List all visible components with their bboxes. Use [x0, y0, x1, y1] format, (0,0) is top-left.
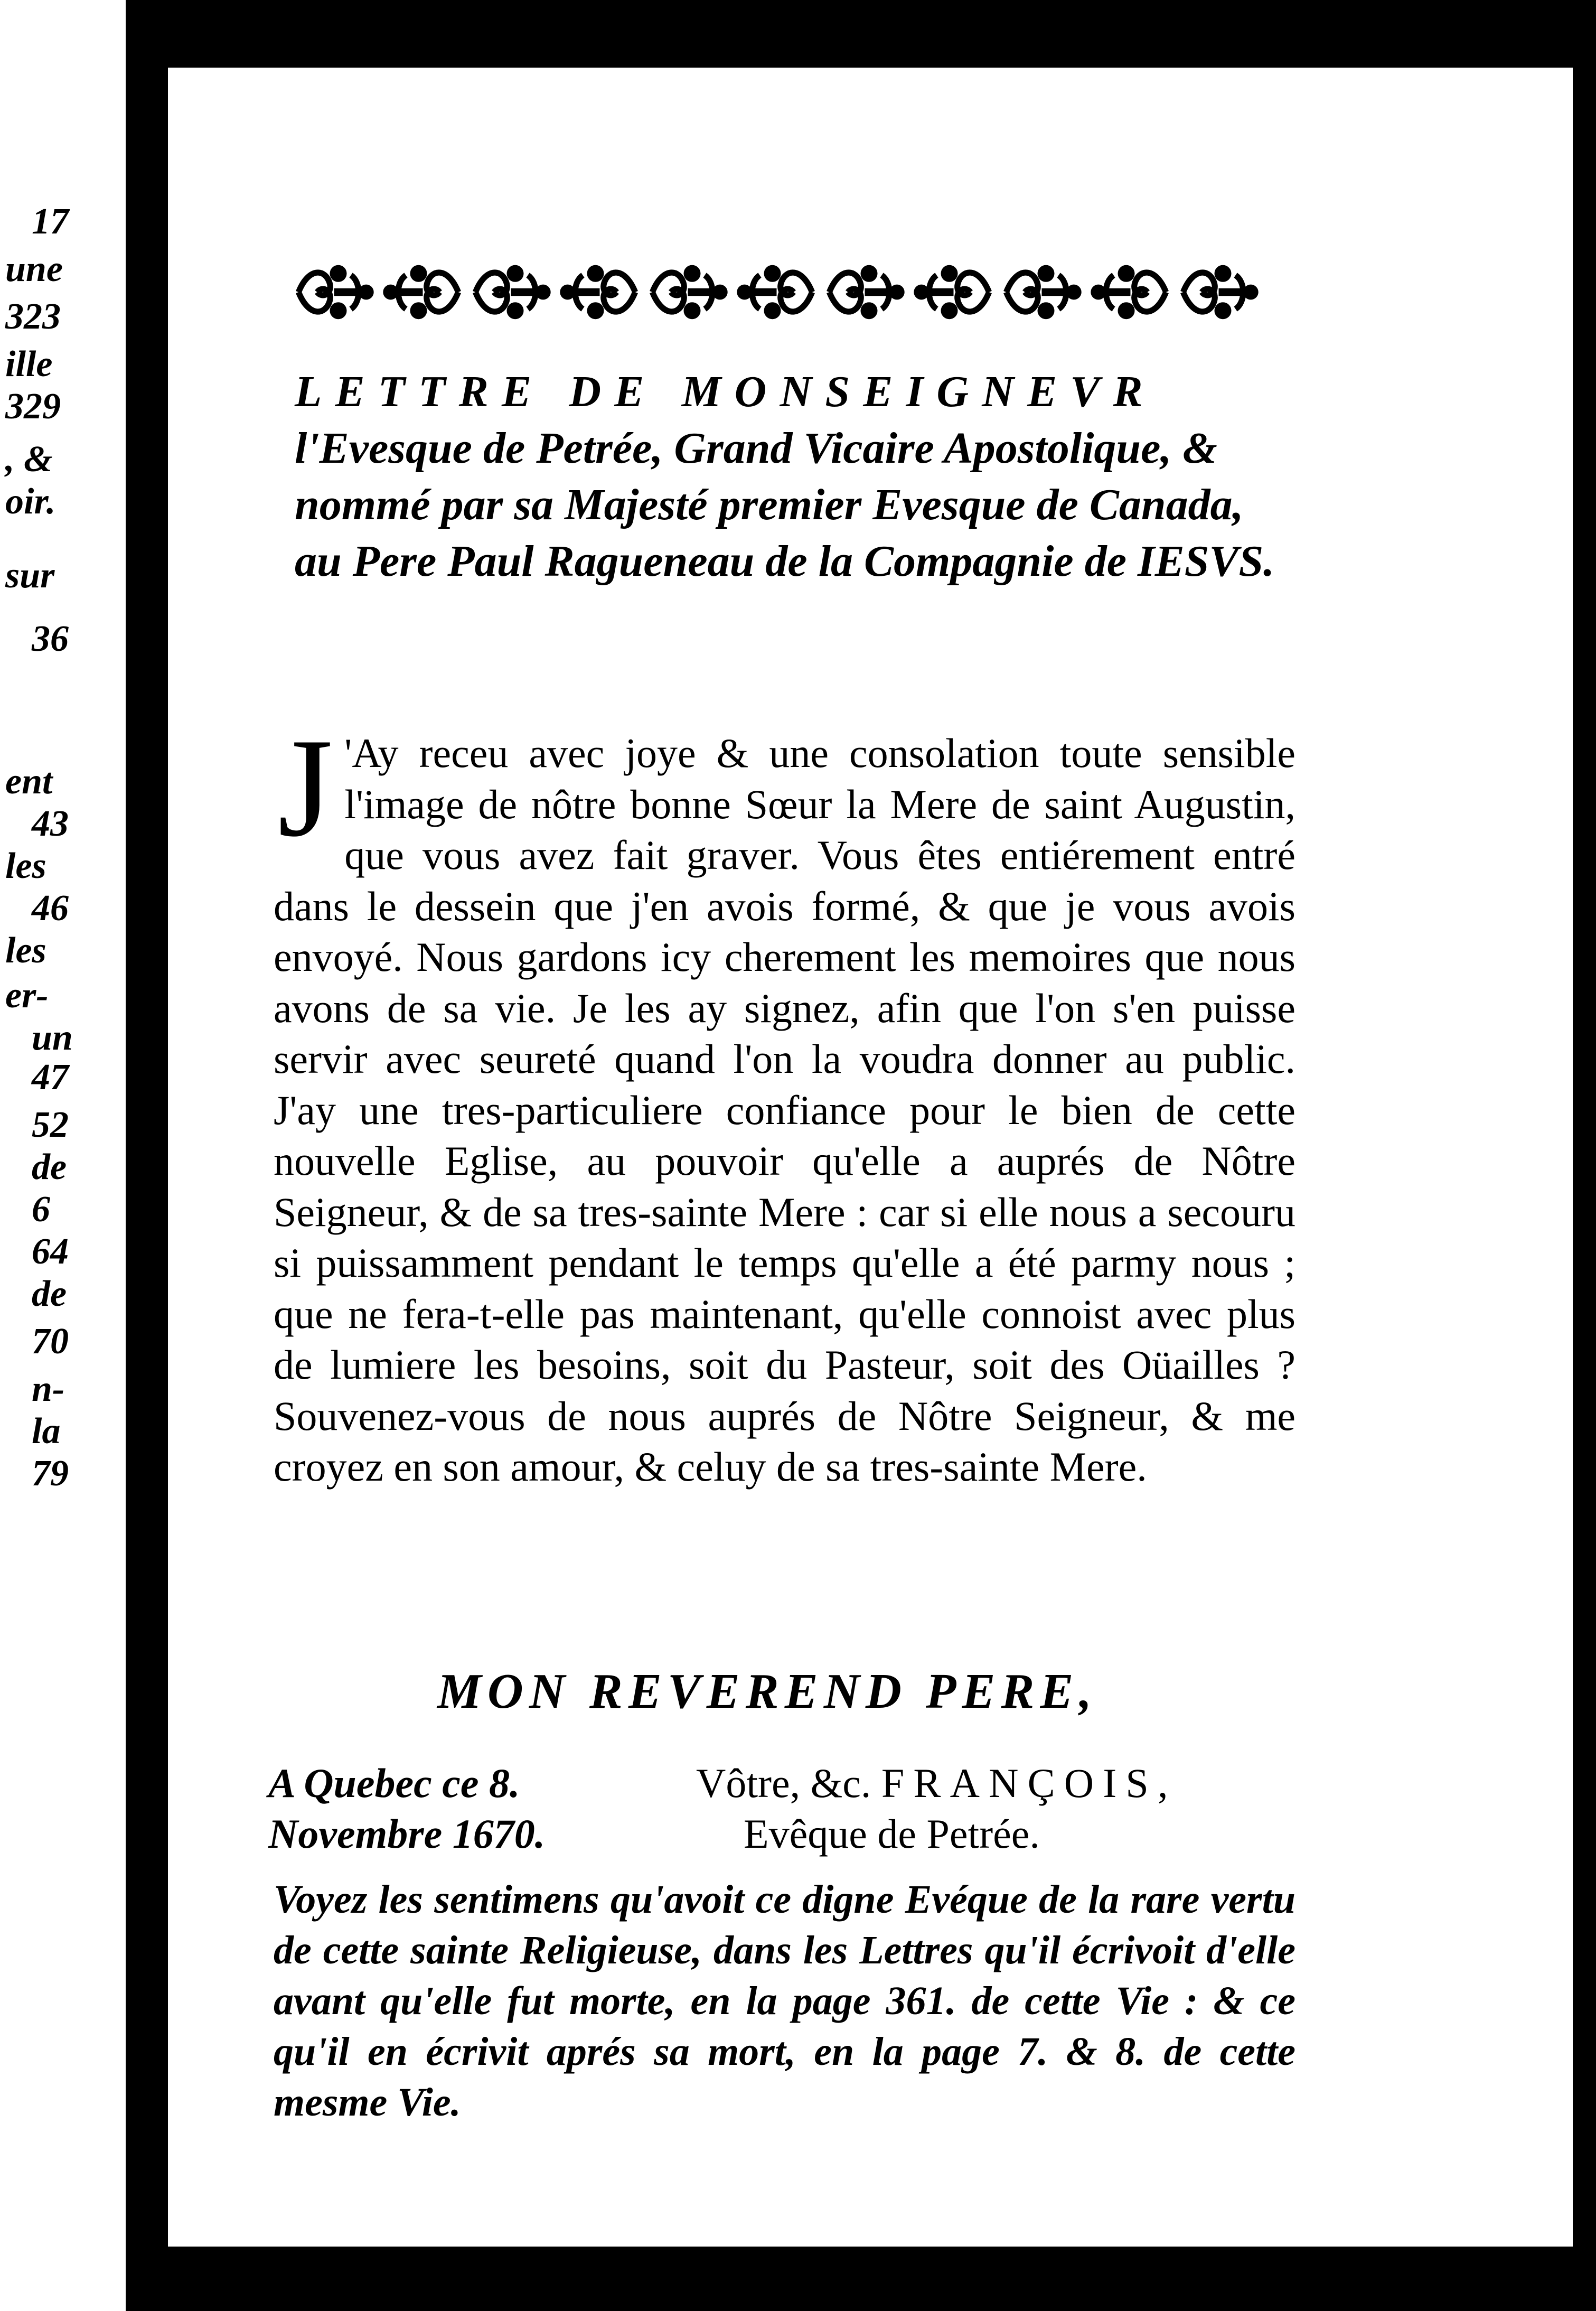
salutation: MON REVEREND PERE,	[437, 1664, 1098, 1719]
signature-line-1	[696, 1758, 1277, 1809]
letter-heading	[295, 363, 1288, 590]
margin-fragment: 17	[32, 201, 69, 242]
fleuron-icon	[644, 250, 731, 334]
facing-page-margin-text	[0, 0, 126, 2311]
place-date-line-1: A Quebec ce 8.	[268, 1760, 520, 1806]
margin-fragment: 329	[5, 386, 61, 427]
facing-page-edge	[0, 0, 126, 2311]
margin-fragment: la	[32, 1411, 61, 1452]
margin-fragment: 64	[32, 1231, 69, 1272]
margin-fragment: de	[32, 1147, 67, 1187]
margin-fragment: ent	[5, 761, 53, 802]
fleuron-icon	[467, 250, 555, 334]
fleuron-icon	[1175, 250, 1262, 334]
drop-cap: J	[278, 709, 333, 866]
margin-fragment: les	[5, 930, 46, 971]
margin-fragment: ille	[5, 344, 53, 385]
margin-fragment: 36	[32, 619, 69, 659]
fleuron-icon	[1087, 250, 1174, 334]
fleuron-icon	[733, 250, 820, 334]
margin-fragment: 6	[32, 1189, 50, 1230]
fleuron-icon	[910, 250, 997, 334]
heading-title-line: LETTRE DE MONSEIGNEVR	[295, 367, 1156, 416]
document-page	[168, 68, 1573, 2247]
signature-block	[696, 1758, 1277, 1859]
margin-fragment: n-	[32, 1369, 65, 1409]
fleuron-icon	[556, 250, 643, 334]
margin-fragment: les	[5, 846, 46, 886]
heading-subtitle: l'Evesque de Petrée, Grand Vicaire Apostolique, & nommé par sa Majesté premier Evesque de Canada, au Pere Paul Ragueneau de la Compagnie de IESVS.	[295, 424, 1275, 586]
margin-fragment: er-	[5, 975, 49, 1016]
margin-fragment: 47	[32, 1057, 69, 1098]
margin-fragment: de	[32, 1274, 67, 1314]
fleuron-icon	[379, 250, 466, 334]
margin-fragment: oir.	[5, 481, 56, 522]
margin-fragment: , &	[5, 439, 53, 480]
margin-fragment: 46	[32, 888, 69, 929]
margin-fragment: 79	[32, 1453, 69, 1494]
fleuron-icon	[290, 250, 378, 334]
margin-fragment: 70	[32, 1321, 69, 1362]
margin-fragment: 323	[5, 296, 61, 337]
letter-body	[274, 709, 1295, 1493]
margin-fragment: sur	[5, 555, 55, 596]
margin-fragment: une	[5, 249, 63, 289]
letter-body-text: 'Ay receu avec joye & une consolation toute sensible l'image de nôtre bonne Sœur la Mere de saint Augustin, que vous avez fait graver. Vous êtes entiérement entré dans le dessein que j'en avois formé, & que je vous avois envoyé. Nous gardons icy cherement les memoires que nous avons de sa vie. Je les ay signez, afin que l'on s'en puisse servir avec seureté quand l'on la voudra donner au public. J'ay une tres-particuliere confiance pour le bien de cette nouvelle Eglise, au pouvoir qu'elle a auprés de Nôtre Seigneur, & de sa tres-sainte Mere : car si elle nous a secouru si puissamment pendant le temps qu'elle a été parmy nous ; que ne fera-t-elle pas maintenant, qu'elle connoist avec plus de lumiere les besoins, soit du Pasteur, soit des Oüailles ? Souvenez-vous de nous auprés de Nôtre Seigneur, & me croyez en son amour, & celuy de sa tres-sainte Mere.	[274, 730, 1295, 1490]
signature-prefix: Vôtre, &c.	[696, 1760, 871, 1806]
editorial-note: Voyez les sentimens qu'avoit ce digne Evéque de la rare vertu de cette sainte Religieuse, dans les Lettres qu'il écrivoit d'elle avant qu'elle fut morte, en la page 361. de cette Vie : & ce qu'il en écrivit aprés sa mort, en la page 7. & 8. de cette mesme Vie.	[274, 1877, 1295, 2125]
fleuron-icon	[998, 250, 1085, 334]
signature-title: Evêque de Petrée.	[744, 1811, 1040, 1857]
margin-fragment: 43	[32, 803, 69, 844]
fleuron-ornament-band	[290, 247, 1262, 337]
place-date-line-2: Novembre 1670.	[268, 1811, 546, 1857]
place-and-date	[268, 1758, 638, 1859]
fleuron-icon	[821, 250, 908, 334]
margin-fragment: un	[32, 1017, 73, 1058]
margin-fragment: 52	[32, 1105, 69, 1145]
signature-name: FRANÇOIS,	[881, 1760, 1177, 1806]
